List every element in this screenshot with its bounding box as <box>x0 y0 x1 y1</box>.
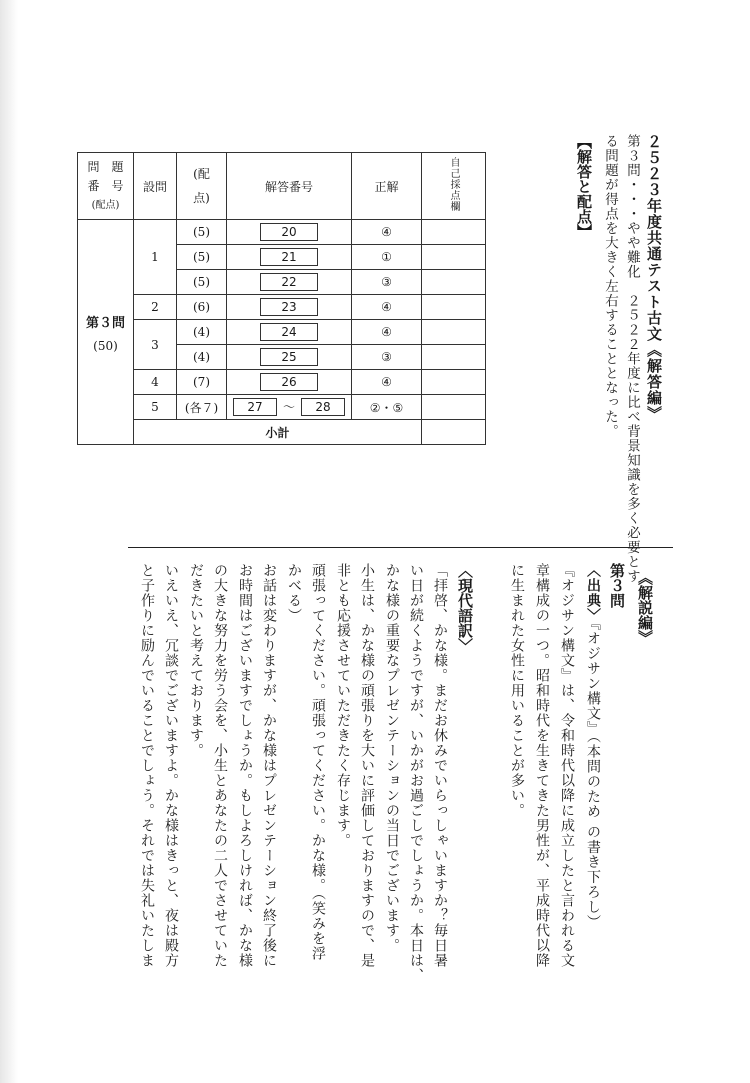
correct-cell: ③ <box>352 270 422 295</box>
translation-line-5: 非とも応援させていただきたく存じます。 <box>335 563 351 848</box>
translation-line-2: い日が続くようですが、いかがお過ごしでしょうか。本日は、 <box>408 563 424 983</box>
correct-cell: ④ <box>352 220 422 245</box>
self-check-cell[interactable] <box>422 270 486 295</box>
setsumon-cell: 5 <box>134 395 177 420</box>
table-row <box>78 395 486 420</box>
points-cell: (6) <box>177 295 227 320</box>
translation-line-8: お話は変わりますが、かな様はプレゼンテーション終了後に <box>261 563 277 968</box>
points-cell: (5) <box>177 270 227 295</box>
translation-line-11: だきたいと考えております。 <box>188 563 204 758</box>
self-check-cell[interactable] <box>422 320 486 345</box>
translation-line-10: の大きな努力を労う会を、小生とあなたの二人でさせていた <box>212 563 228 968</box>
correct-cell: ① <box>352 245 422 270</box>
correct-cell: ②・⑤ <box>352 395 422 420</box>
source-line: 〈出典〉『オジサン構文』（本問のため の書き下ろし） <box>585 563 601 930</box>
translation-line-12: いえいえ、冗談でございますよ。かな様はきっと、夜は殿方 <box>163 563 179 968</box>
correct-cell: ④ <box>352 320 422 345</box>
self-check-cell[interactable] <box>422 295 486 320</box>
answer-table <box>77 152 486 445</box>
points-cell: (4) <box>177 320 227 345</box>
translation-heading: 〈現代語訳〉 <box>456 563 474 653</box>
header-correct: 正解 <box>352 153 422 220</box>
points-cell: (4) <box>177 345 227 370</box>
header-setsumon: 設問 <box>134 153 177 220</box>
correct-cell: ④ <box>352 295 422 320</box>
answer-number-cell: 22 <box>227 270 352 295</box>
setsumon-cell: 4 <box>134 370 177 395</box>
table-row <box>78 370 486 395</box>
answer-number-cell: 21 <box>227 245 352 270</box>
page-edge-shadow <box>0 0 18 1083</box>
setsumon-cell: 3 <box>134 320 177 370</box>
correct-cell: ③ <box>352 345 422 370</box>
answer-number-cell: 23 <box>227 295 352 320</box>
table-row <box>78 295 486 320</box>
correct-cell: ④ <box>352 370 422 395</box>
self-check-cell[interactable] <box>422 345 486 370</box>
difficulty-note-line1: 第３問・・・やや難化 ２５２２年度に比べ背景知識を多く必要とす <box>624 134 640 584</box>
subtotal-row <box>78 420 486 445</box>
question-3-label: 第３問 <box>608 563 626 608</box>
question-cell: 第３問 (50) <box>78 220 134 445</box>
translation-line-7: かべる） <box>286 563 302 623</box>
translation-line-13: と子作りに励んでいることでしょう。それでは失礼いたしま <box>139 563 155 968</box>
section-divider <box>128 547 673 548</box>
commentary-heading: 《解説編》 <box>636 570 654 645</box>
translation-line-3: かな様の重要なプレゼンテーションの当日でございます。 <box>384 563 400 953</box>
header-self-check: 自己採点欄 <box>422 153 486 220</box>
answer-number-cell: 20 <box>227 220 352 245</box>
header-question-number: 問 題 番 号 (配点) <box>78 153 134 220</box>
self-check-cell[interactable] <box>422 370 486 395</box>
subtotal-label: 小計 <box>134 420 422 445</box>
table-header-row <box>78 153 486 220</box>
self-check-cell[interactable] <box>422 245 486 270</box>
document-title: ２５２３年度共通テスト古文《解答編》 <box>645 134 663 422</box>
source-desc-line2: 章構成の一つ。昭和時代を生きてきた男性が、平成時代以降 <box>534 563 550 968</box>
difficulty-note-line2: る問題が得点を大きく左右することとなった。 <box>602 134 618 439</box>
self-check-cell[interactable] <box>422 395 486 420</box>
translation-line-9: お時間はございますでしょうか。もしよろしければ、かな様 <box>237 563 253 968</box>
header-points: (配 点) <box>177 153 227 220</box>
answer-number-cell: 24 <box>227 320 352 345</box>
answers-heading: 【解答と配点】 <box>575 134 593 239</box>
points-cell: (5) <box>177 245 227 270</box>
translation-line-1: 「拝啓、かな様。まだお休みでいらっしゃいますか？毎日暑 <box>432 563 448 968</box>
subtotal-self-check-cell[interactable] <box>422 420 486 445</box>
answer-number-cell: 25 <box>227 345 352 370</box>
header-answer-number: 解答番号 <box>227 153 352 220</box>
source-desc-line1: 『オジサン構文』は、令和時代以降に成立したと言われる文 <box>559 563 575 968</box>
translation-line-4: 小生は、かな様の頑張りを大いに評価しておりますので、是 <box>359 563 375 968</box>
setsumon-cell: 1 <box>134 220 177 295</box>
answer-number-cell: 27 〜 28 <box>227 395 352 420</box>
points-cell: (5) <box>177 220 227 245</box>
points-cell: (7) <box>177 370 227 395</box>
points-cell: (各７) <box>177 395 227 420</box>
setsumon-cell: 2 <box>134 295 177 320</box>
answer-number-cell: 26 <box>227 370 352 395</box>
table-row <box>78 220 486 245</box>
translation-line-6: 頑張ってください。頑張ってください。かな様。（笑みを浮 <box>310 563 326 961</box>
self-check-cell[interactable] <box>422 220 486 245</box>
table-row <box>78 320 486 345</box>
source-desc-line3: に生まれた女性に用いることが多い。 <box>509 563 525 818</box>
